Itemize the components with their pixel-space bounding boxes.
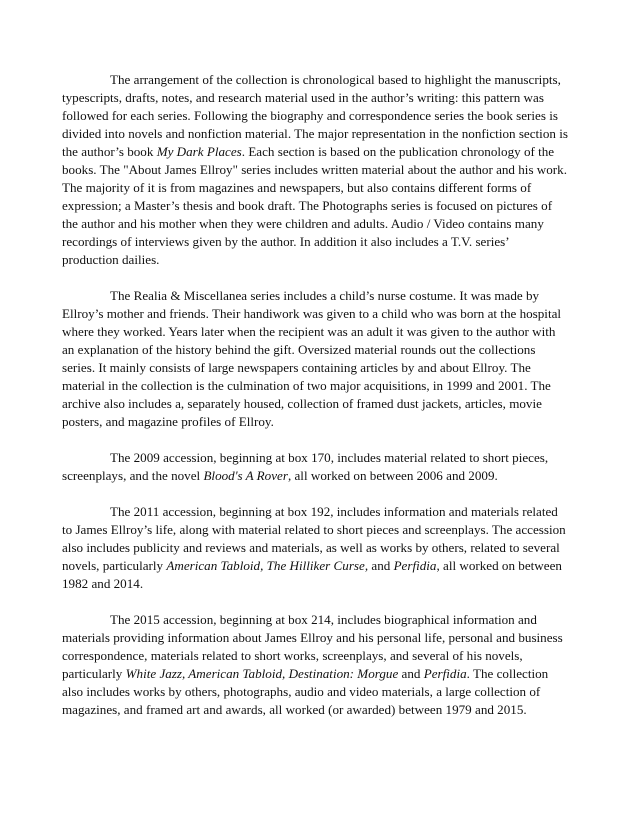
italic-title-text: Perfidia xyxy=(423,666,467,681)
text-run: The 2009 accession, beginning at box 170, includes material related to short pieces, screenplays, and the novel xyxy=(62,450,549,483)
paragraph-2015-accession xyxy=(62,611,568,719)
body-text xyxy=(62,71,568,719)
text-run: The arrangement of the collection is chronological based to highlight the manuscripts, typescripts, drafts, notes, and research material used in the author’s writing: this pattern was followed for each series. Following the biography and correspondence series the book series is divided into novels and nonfiction material. The major representation in the nonfiction section is the author’s book xyxy=(62,72,568,159)
text-run: , all worked on between 2006 and 2009. xyxy=(287,468,498,483)
italic-title-text: American Tabloid, The Hilliker Curse, xyxy=(166,558,369,573)
text-run: , all worked on between 1982 and 2014. xyxy=(62,558,562,591)
paragraph-2011-accession xyxy=(62,503,568,593)
italic-title-text: White Jazz, American Tabloid, Destination: Morgue xyxy=(125,666,399,681)
text-run: The 2015 accession, beginning at box 214, includes biographical information and materials providing information about James Ellroy and his personal life, personal and business correspondence, materials related to short works, screenplays, and several of his novels, particularly xyxy=(62,612,563,681)
text-run: and xyxy=(398,666,424,681)
italic-title-text: Blood's A Rover xyxy=(203,468,288,483)
paragraph-2009-accession xyxy=(62,449,568,485)
italic-title-text: Perfidia xyxy=(393,558,437,573)
text-run: The 2011 accession, beginning at box 192, includes information and materials related to James Ellroy’s life, along with material related to short pieces and screenplays. The accession also includes publicity and reviews and materials, as well as works by others, related to several novels, particularly xyxy=(62,504,566,573)
text-run: . The collection also includes works by others, photographs, audio and video materials, a large collection of magazines, and framed art and awards, all worked (or awarded) between 1979 and 2015. xyxy=(62,666,549,717)
paragraph-arrangement xyxy=(62,71,568,269)
italic-title-text: My Dark Places xyxy=(156,144,242,159)
text-run: . Each section is based on the publication chronology of the books. The "About James Ellroy" series includes written material about the author and his work. The majority of it is from magazines and newspapers, but also contains different forms of expression; a Master’s thesis and book draft. The Photographs series is focused on pictures of the author and his mother when they were children and adults. Audio / Video contains many recordings of interviews given by the author. In addition it also includes a T.V. series’ production dailies. xyxy=(62,144,567,267)
text-run: The Realia & Miscellanea series includes a child’s nurse costume. It was made by Ellroy’s mother and friends. Their handiwork was given to a child who was born at the hospital where they worked. Years later when the recipient was an adult it was given to the author with an explanation of the history behind the gift. Oversized material rounds out the collections series. It mainly consists of large newspapers containing articles by and about Ellroy. The material in the collection is the culmination of two major acquisitions, in 1999 and 2001. The archive also includes a, separately housed, collection of framed dust jackets, articles, movie posters, and magazine profiles of Ellroy. xyxy=(62,288,562,429)
paragraph-realia-miscellanea xyxy=(62,287,568,431)
text-run: and xyxy=(368,558,394,573)
